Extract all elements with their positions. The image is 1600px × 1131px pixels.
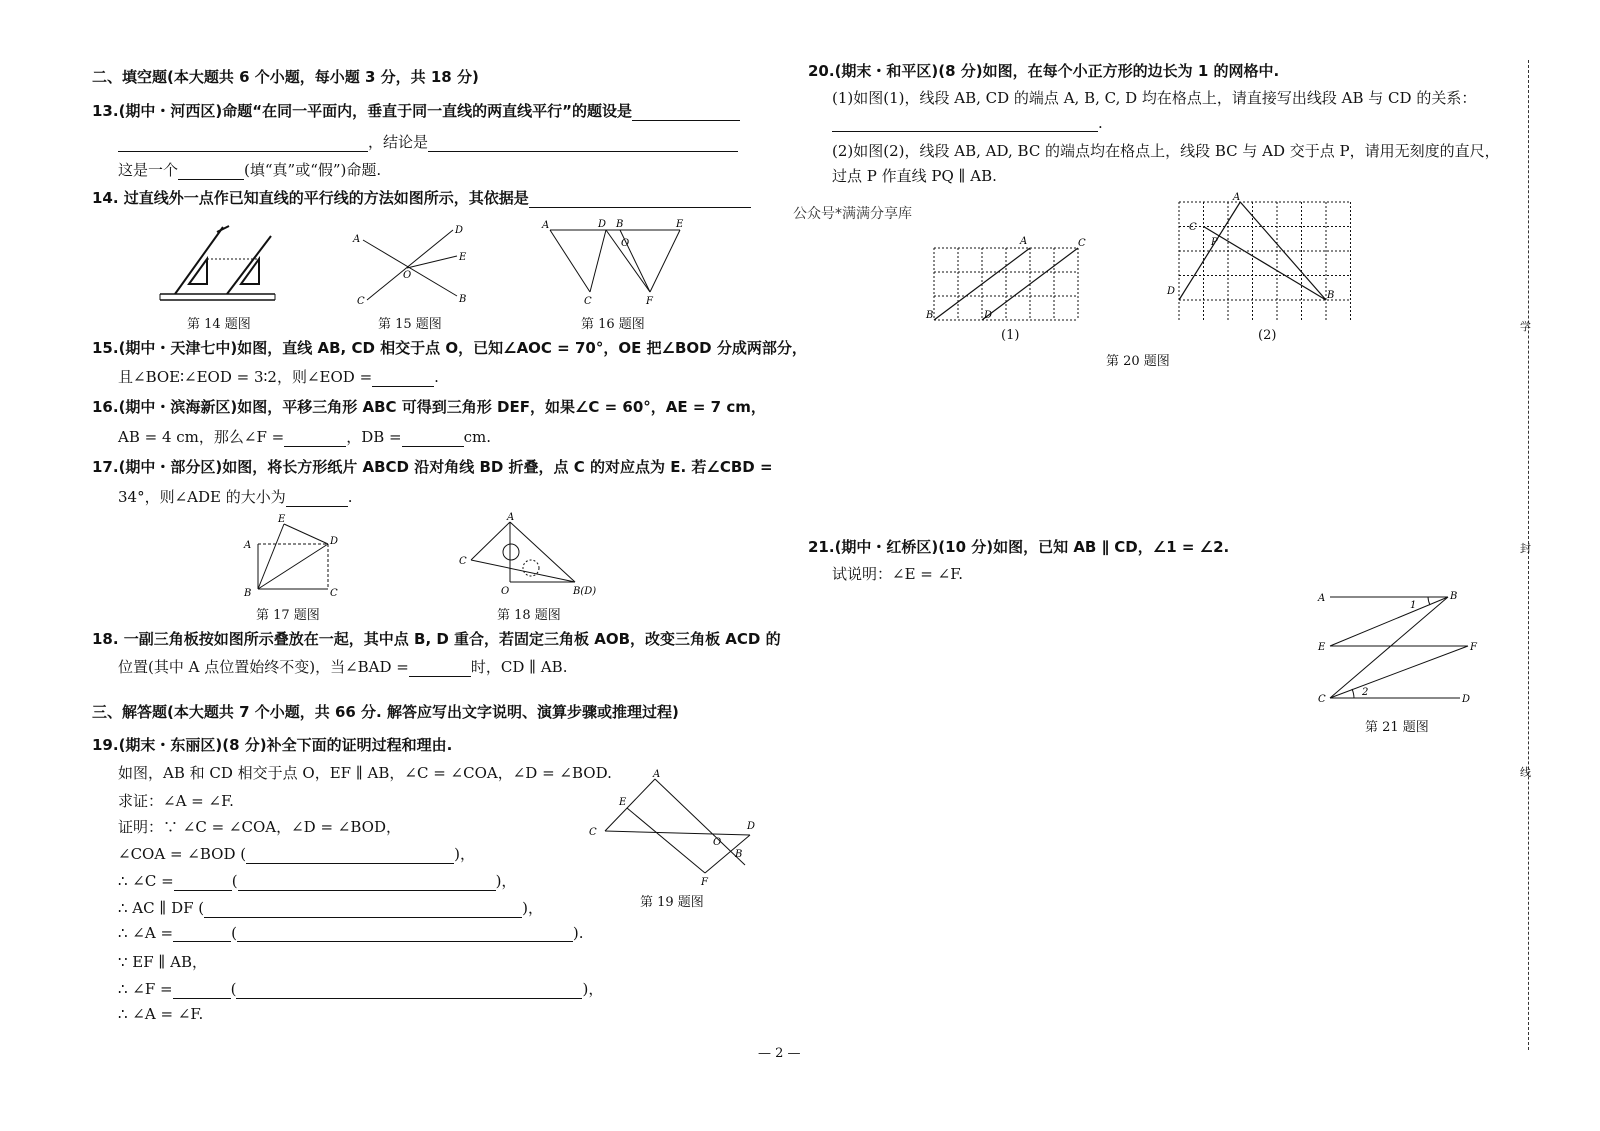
svg-text:B: B [1450,591,1458,602]
fig15-label-C: C [357,296,365,307]
q19-line2: 如图，AB 和 CD 相交于点 O，EF ∥ AB，∠C = ∠COA，∠D = ∠BOD. [118,764,612,782]
grid-line [1204,227,1327,301]
svg-text:F: F [646,296,653,307]
watermark: 公众号*满满分享库 [793,206,912,222]
binding-char-2: 封 [1520,542,1531,555]
fig15-label-D: D [455,225,464,236]
q19-line6: ∴ ∠C = ( )， [118,872,517,890]
figure-17 [240,512,345,602]
figure-18 [455,510,605,600]
svg-text:E: E [278,514,286,525]
svg-text:A: A [244,540,252,551]
q13-line2: ，结论是 [118,131,738,152]
svg-text:E: E [1318,642,1326,653]
q17-line1: 17.(期中・部分区)如图，将长方形纸片 ABCD 沿对角线 BD 折叠，点 C 的对应点为 E. 若∠CBD = [92,458,773,476]
fig15-label-A: A [353,234,361,245]
svg-text:D: D [1462,694,1471,705]
q15-line1: 15.(期中・天津七中)如图，直线 AB, CD 相交于点 O，已知∠AOC = 70°，OE 把∠BOD 分成两部分， [92,339,807,357]
svg-text:D: D [330,536,339,547]
q19-line9: ∵ EF ∥ AB， [118,953,207,971]
svg-text:B(D): B(D) [573,586,597,597]
figure-21 [1310,585,1480,715]
svg-text:C: C [1078,238,1086,249]
svg-text:O: O [501,586,510,597]
svg-text:P: P [1211,237,1218,248]
figure-19-caption: 第 19 题图 [640,895,704,910]
svg-text:O: O [713,837,722,848]
svg-text:B: B [244,588,252,599]
figure-18-caption: 第 18 题图 [497,608,561,623]
binding-char-3: 线 [1520,766,1531,779]
svg-text:B: B [616,219,624,230]
svg-text:C: C [459,556,467,567]
svg-text:F: F [1470,642,1477,653]
svg-text:E: E [619,797,627,808]
svg-text:O: O [621,238,630,249]
q19-line7: ∴ AC ∥ DF ( )， [118,899,543,917]
q17-line2: 34°，则∠ADE 的大小为 . [118,488,353,506]
svg-text:B: B [926,310,934,321]
q19-line3: 求证：∠A = ∠F. [118,792,234,810]
figure-15 [345,220,475,310]
q19-line10: ∴ ∠F = ( )， [118,980,604,998]
q20-line5: 过点 P 作直线 PQ ∥ AB. [832,167,997,185]
svg-text:D: D [747,821,756,832]
q18-line1: 18. 一副三角板按如图所示叠放在一起，其中点 B, D 重合，若固定三角板 AOB，改变三角板 ACD 的 [92,630,781,648]
figure-14-caption: 第 14 题图 [187,317,251,332]
figure-16-caption: 第 16 题图 [581,317,645,332]
svg-text:D: D [598,219,607,230]
svg-text:A: A [1020,236,1028,247]
q14-text: 14. 过直线外一点作已知直线的平行线的方法如图所示，其依据是 [92,187,751,208]
svg-text:A: A [653,769,661,780]
svg-text:A: A [542,220,550,231]
svg-text:B: B [1327,290,1335,301]
page-number: — 2 — [758,1046,801,1061]
q13-line3: 这是一个 (填“真”或“假”)命题. [118,161,382,179]
svg-text:B: B [735,849,743,860]
q20-line4: (2)如图(2)，线段 AB, AD, BC 的端点均在格点上，线段 BC 与 AD 交于点 P，请用无刻度的直尺， [832,142,1500,160]
q21-line1: 21.(期中・红桥区)(10 分)如图，已知 AB ∥ CD，∠1 = ∠2. [808,538,1230,556]
svg-text:C: C [330,588,338,599]
figure-15-caption: 第 15 题图 [378,317,442,332]
q20-line2: (1)如图(1)，线段 AB, CD 的端点 A, B, C, D 均在格点上，请直接写出线段 AB 与 CD 的关系： [832,89,1477,107]
fig15-label-E: E [459,252,467,263]
svg-text:D: D [984,310,993,321]
svg-text:C: C [1318,694,1326,705]
svg-text:C: C [589,827,597,838]
q15-line2: 且∠BOE∶∠EOD = 3∶2，则∠EOD = . [118,368,439,386]
q20-line1: 20.(期末・和平区)(8 分)如图，在每个小正方形的边长为 1 的网格中. [808,62,1280,80]
svg-text:1: 1 [1410,600,1417,611]
q19-line5: ∠COA = ∠BOD ( )， [118,845,475,863]
figure-17-caption: 第 17 题图 [256,608,320,623]
binding-char-1: 学 [1520,320,1531,333]
figure-21-caption: 第 21 题图 [1365,720,1429,735]
fig15-label-B: B [459,294,467,305]
section3-heading: 三、解答题(本大题共 7 个小题，共 66 分. 解答应写出文字说明、演算步骤或推理过程) [92,703,679,721]
figure-14 [155,222,280,304]
figure-16 [540,216,690,308]
figure-20-sub2: (2) [1258,328,1277,343]
figure-20-sub1: (1) [1001,328,1020,343]
svg-text:F: F [701,877,708,888]
svg-text:C: C [1189,222,1197,233]
q13-line1: 13.(期中・河西区)命题“在同一平面内，垂直于同一直线的两直线平行”的题设是 [92,100,740,121]
figure-19 [585,765,765,890]
svg-text:A: A [1233,192,1241,203]
figure-20-2 [1165,190,1365,320]
svg-text:E: E [676,219,684,230]
svg-text:2: 2 [1362,687,1369,698]
svg-text:D: D [1167,286,1176,297]
svg-text:A: A [507,512,515,523]
figure-20-1 [920,232,1090,322]
section2-heading: 二、填空题(本大题共 6 个小题，每小题 3 分，共 18 分) [92,68,479,86]
q19-line1: 19.(期末・东丽区)(8 分)补全下面的证明过程和理由. [92,736,453,754]
q18-line2: 位置(其中 A 点位置始终不变)，当∠BAD = 时，CD ∥ AB. [118,658,568,676]
q19-line11: ∴ ∠A = ∠F. [118,1005,204,1023]
q19-line8: ∴ ∠A = ( ). [118,924,584,942]
q21-line2: 试说明：∠E = ∠F. [832,565,964,583]
q19-line4: 证明：∵ ∠C = ∠COA，∠D = ∠BOD， [118,818,401,836]
figure-20-caption: 第 20 题图 [1106,354,1170,369]
svg-text:A: A [1318,593,1326,604]
svg-text:C: C [584,296,592,307]
q20-line3: . [832,114,1103,132]
q16-line2: AB = 4 cm，那么∠F = ，DB = cm. [118,428,492,446]
fig15-label-O: O [403,270,412,281]
q16-line1: 16.(期中・滨海新区)如图，平移三角形 ABC 可得到三角形 DEF，如果∠C = 60°，AE = 7 cm， [92,398,766,416]
